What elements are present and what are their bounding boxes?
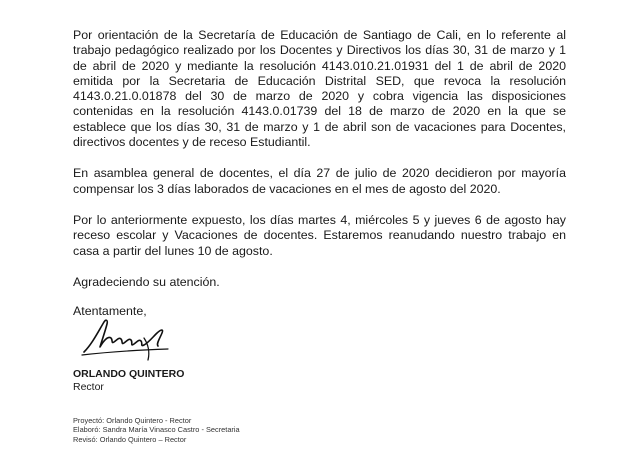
paragraph-recess: Por lo anteriormente expuesto, los días martes 4, miércoles 5 y jueves 6 de agosto hay receso escolar y Vacaciones de docentes. Estaremos reanudando nuestro trabajo en casa a partir del lunes 10 de agosto. <box>73 212 566 258</box>
credit-prepared: Elaboró: Sandra María Vinasco Castro - Secretaria <box>73 425 240 435</box>
paragraph-assembly: En asamblea general de docentes, el día 27 de julio de 2020 decidieron por mayoría compensar los 3 días laborados de vacaciones en el mes de agosto del 2020. <box>73 166 566 196</box>
signer-block <box>73 368 184 394</box>
handwritten-signature <box>78 314 174 364</box>
credit-projected: Proyectó: Orlando Quintero - Rector <box>73 416 192 425</box>
signer-role: Rector <box>73 381 104 393</box>
credit-reviewed: Revisó: Orlando Quintero – Rector <box>73 434 187 444</box>
closing-salutation: Atentamente, <box>73 304 147 319</box>
paragraph-thanks: Agradeciendo su atención. <box>73 274 220 289</box>
signer-name: ORLANDO QUINTERO <box>73 368 185 380</box>
letter-body <box>73 28 566 319</box>
document-credits <box>73 416 240 444</box>
paragraph-orientation: Por orientación de la Secretaría de Educación de Santiago de Cali, en lo referente al trabajo pedagógico realizado por los Docentes y Directivos los días 30, 31 de marzo y 1 de abril de 2020 y mediante la resolución 4143.010.21.01931 del 1 de abril de 2020 emitida por la Secretaria de Educación Distrital SED, que revoca la resolución 4143.0.21.0.01878 del 30 de marzo de 2020 y cobra vigencia las disposiciones contenidas en la resolución 4143.0.01739 del 18 de marzo de 2020 en la que se establece que los días 30, 31 de marzo y 1 de abril son de vacaciones para Docentes, directivos docentes y de receso Estudiantil. <box>73 28 566 150</box>
